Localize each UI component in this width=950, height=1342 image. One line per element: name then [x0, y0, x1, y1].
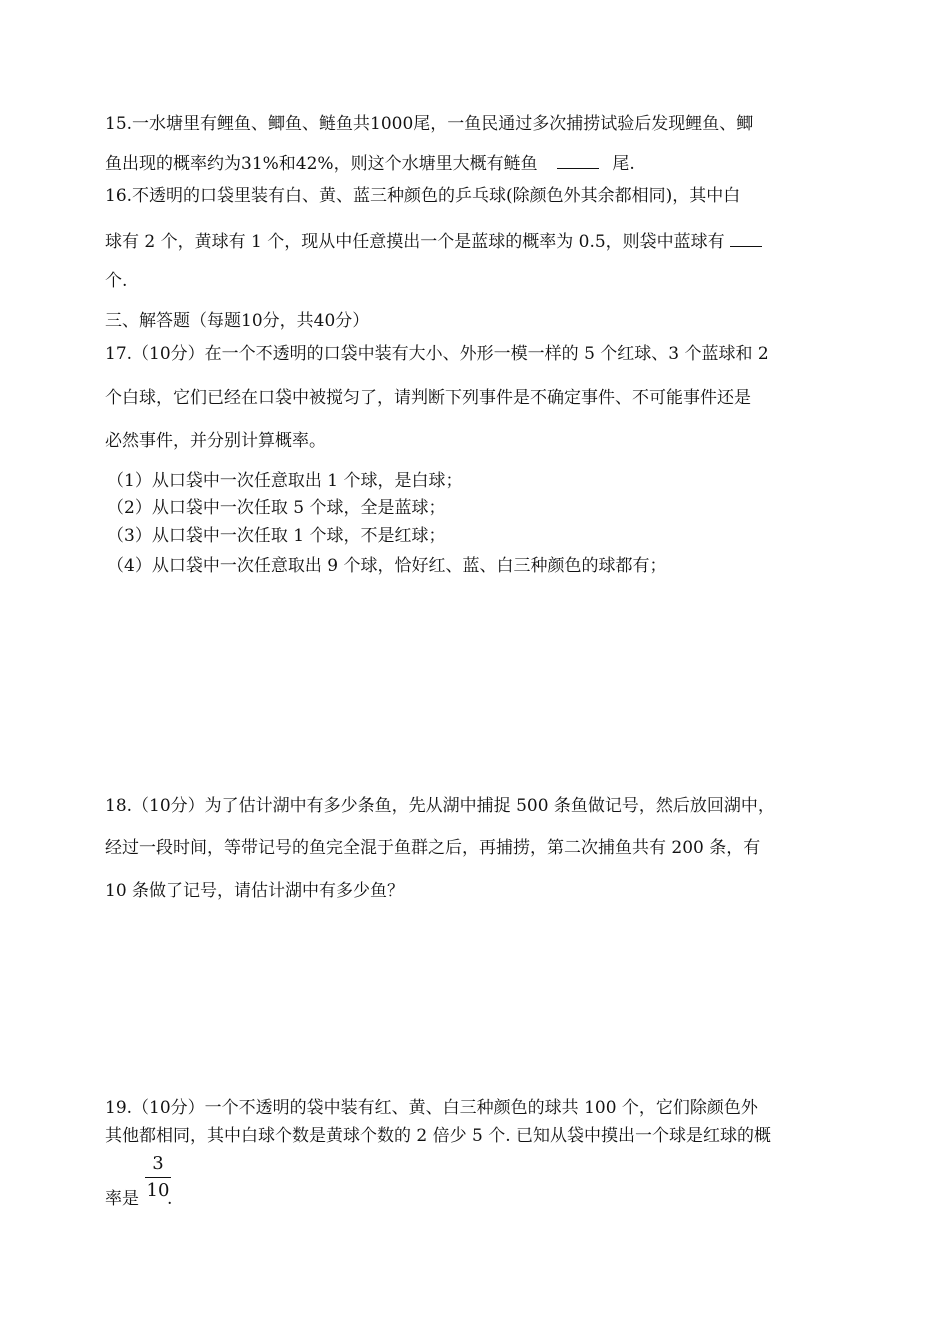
- q15-line-1: 15.一水塘里有鲤鱼、鲫鱼、鲢鱼共1000尾，一鱼民通过多次捕捞试验后发现鲤鱼、鲫: [105, 114, 754, 134]
- q18-line-2: 经过一段时间，等带记号的鱼完全混于鱼群之后，再捕捞，第二次捕鱼共有 200 条，有: [105, 838, 761, 858]
- q15-answer-blank[interactable]: [557, 152, 599, 169]
- q19-line-2: 其他都相同，其中白球个数是黄球个数的 2 倍少 5 个. 已知从袋中摸出一个球是红球的概: [105, 1126, 772, 1146]
- q16-line-3: 个.: [105, 271, 128, 291]
- q15-line-2: [105, 152, 635, 175]
- q16-line-1: 16.不透明的口袋里装有白、黄、蓝三种颜色的乒乓球(除颜色外其余都相同)，其中白: [105, 186, 741, 206]
- q19-fraction-numerator: 3: [152, 1153, 164, 1174]
- q18-line-1: 18.（10分）为了估计湖中有多少条鱼，先从湖中捕捉 500 条鱼做记号，然后放回湖中，: [105, 796, 775, 816]
- q17-item-3: （3）从口袋中一次任取 1 个球，不是红球；: [107, 526, 446, 546]
- q19-line-3-end: .: [167, 1189, 173, 1209]
- q19-fraction-denominator: 10: [146, 1180, 170, 1201]
- q19-line-3: [105, 1188, 172, 1210]
- q17-line-3: 必然事件，并分别计算概率。: [105, 431, 326, 451]
- q16-line-2: [105, 230, 762, 253]
- q15-line-2-text: 鱼出现的概率约为31%和42%，则这个水塘里大概有鲢鱼: [105, 154, 538, 174]
- q17-line-2: 个白球，它们已经在口袋中被搅匀了，请判断下列事件是不确定事件、不可能事件还是: [105, 388, 751, 408]
- q16-answer-blank[interactable]: [730, 230, 762, 247]
- q16-line-2-text: 球有 2 个，黄球有 1 个，现从中任意摸出一个是蓝球的概率为 0.5，则袋中蓝球有: [105, 232, 725, 252]
- q19-line-3-text: 率是: [105, 1189, 139, 1209]
- q17-item-1: （1）从口袋中一次任意取出 1 个球，是白球；: [107, 471, 463, 491]
- q17-line-1: 17.（10分）在一个不透明的口袋中装有大小、外形一模一样的 5 个红球、3 个蓝球和 2: [105, 344, 769, 364]
- q15-line-2-end: 尾.: [612, 154, 635, 174]
- section-3-heading: 三、解答题（每题10分，共40分）: [105, 311, 370, 331]
- q17-item-4: （4）从口袋中一次任意取出 9 个球，恰好红、蓝、白三种颜色的球都有；: [107, 556, 667, 576]
- q19-line-1: 19.（10分）一个不透明的袋中装有红、黄、白三种颜色的球共 100 个，它们除颜色外: [105, 1098, 758, 1118]
- q17-item-2: （2）从口袋中一次任取 5 个球，全是蓝球；: [107, 498, 446, 518]
- q18-line-3: 10 条做了记号，请估计湖中有多少鱼？: [105, 881, 405, 901]
- q19-fraction-bar: [145, 1177, 171, 1178]
